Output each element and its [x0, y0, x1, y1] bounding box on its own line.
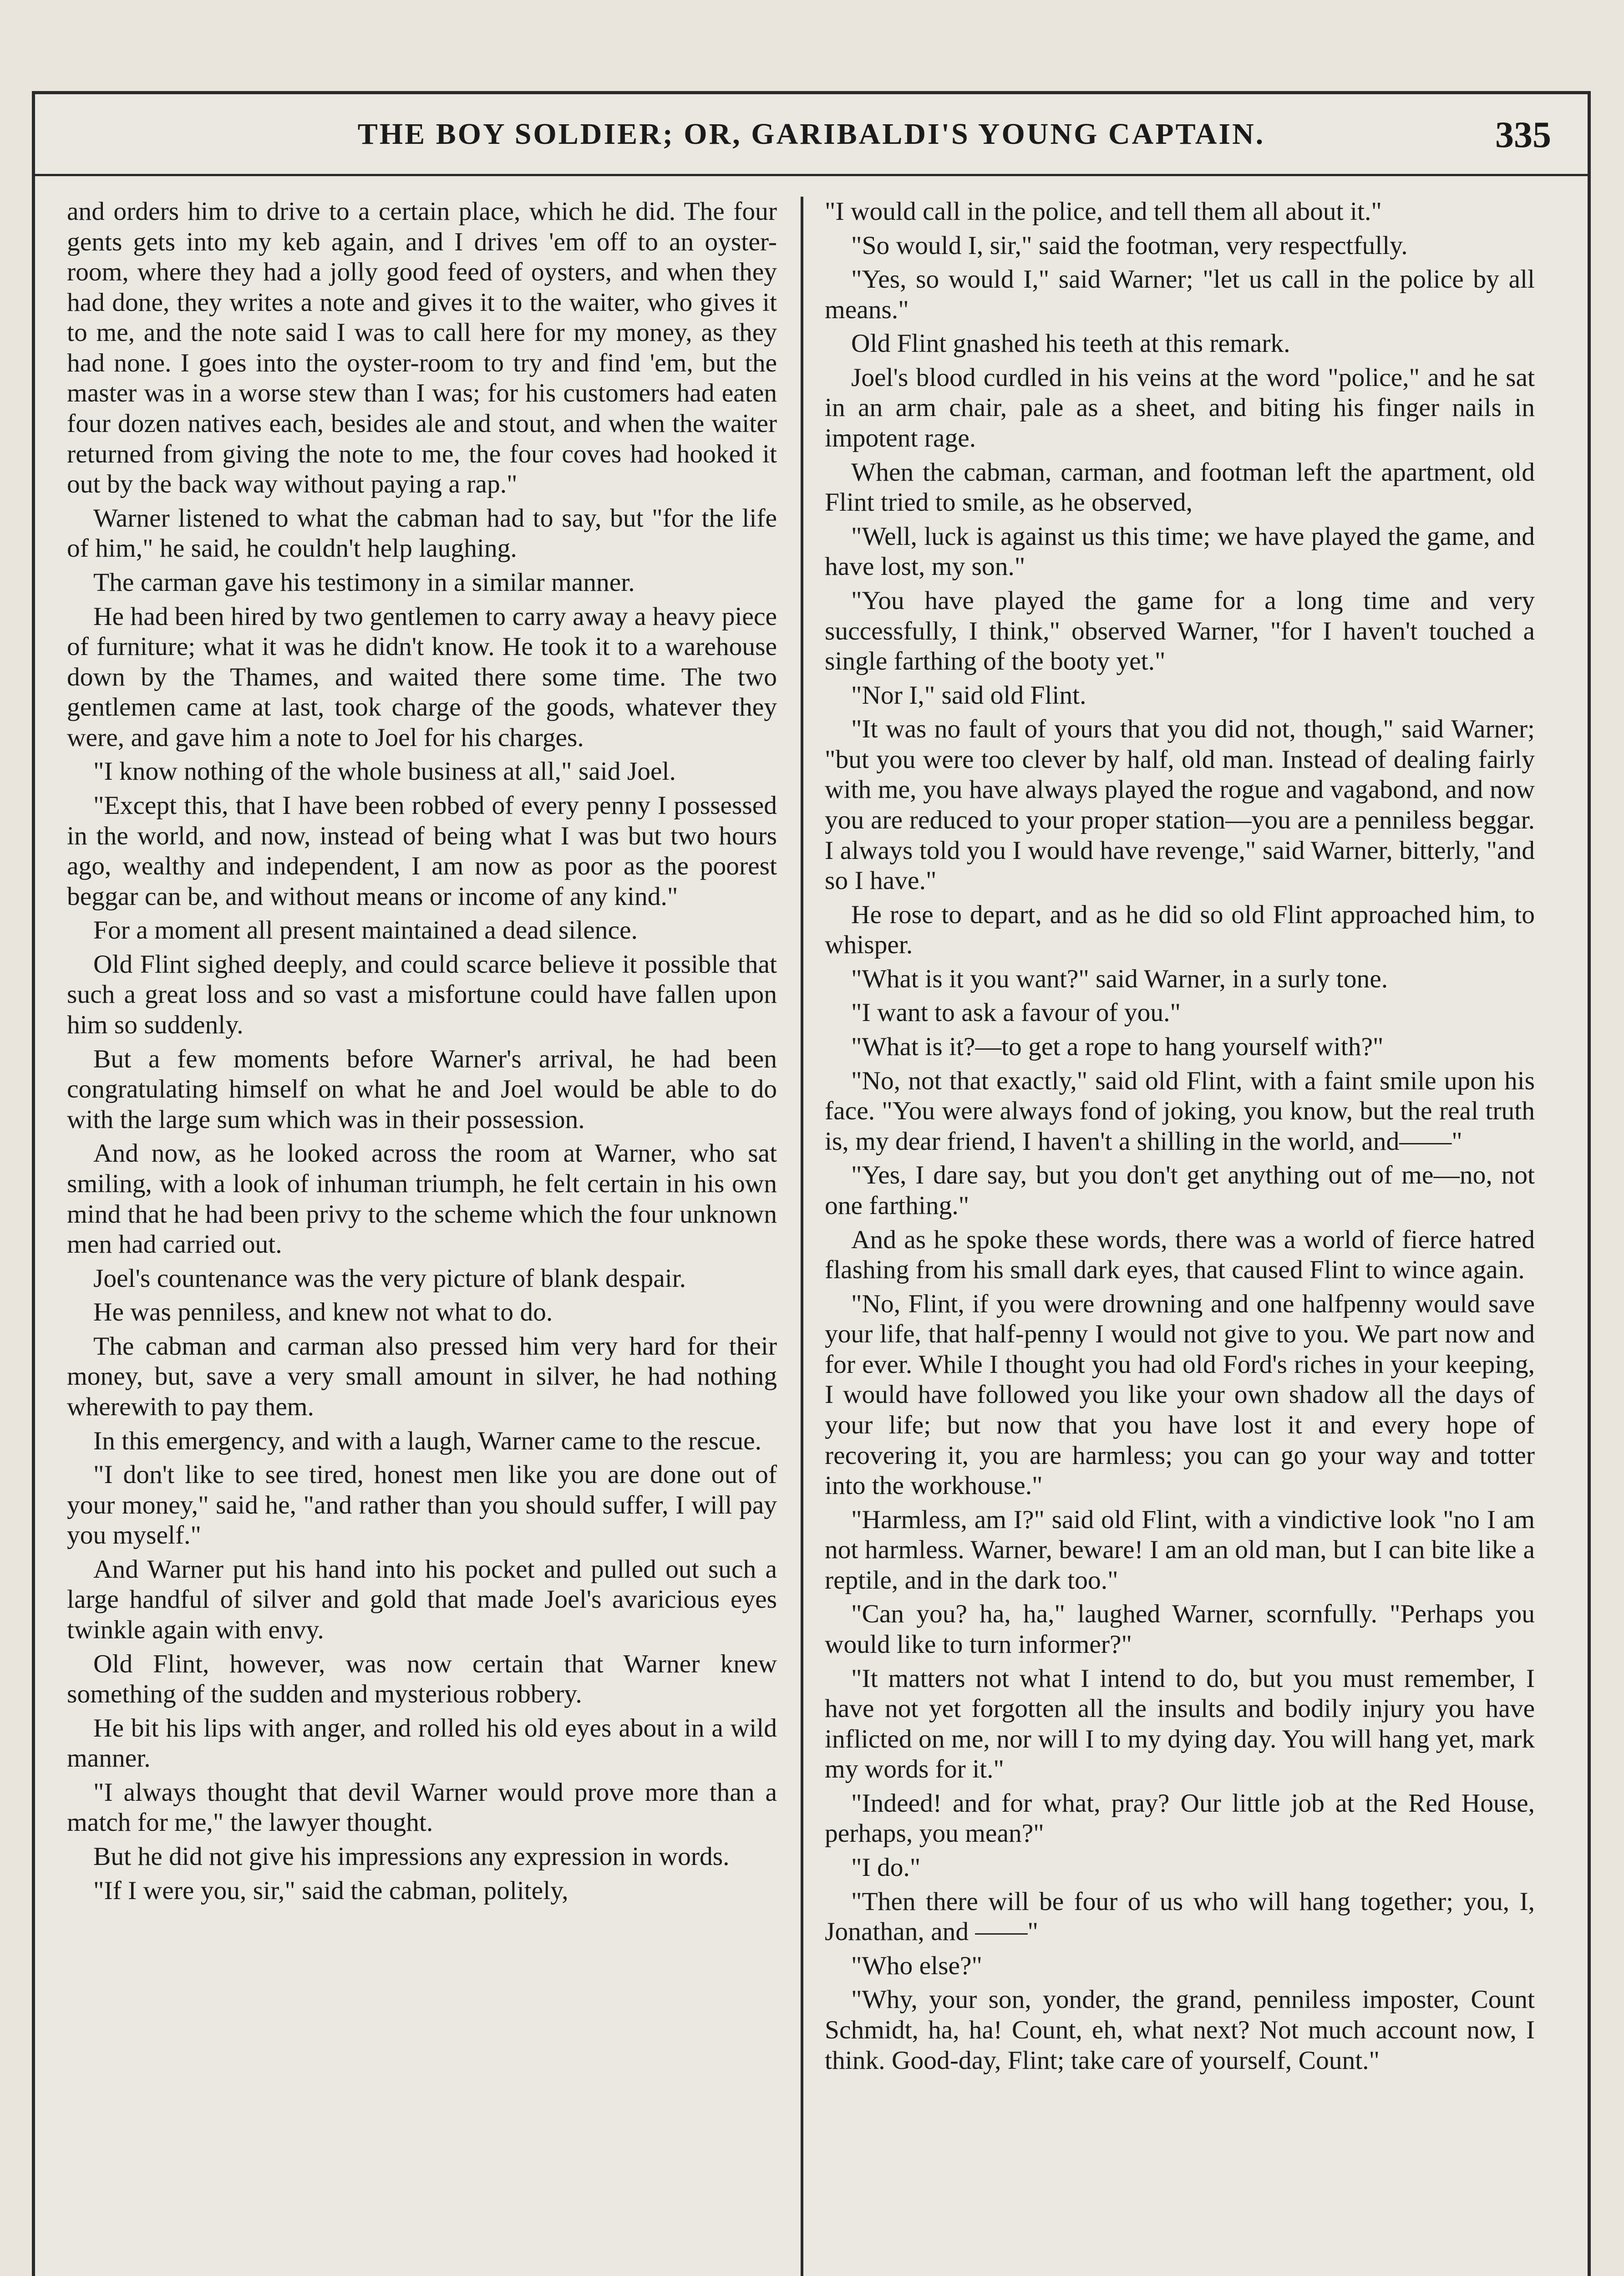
paragraph: Warner listened to what the cabman had to say, but "for the life of him," he said, he couldn't help laughing.: [67, 503, 777, 563]
paragraph: "Then there will be four of us who will hang together; you, I, Jonathan, and ——": [825, 1887, 1535, 1946]
paragraph: "I don't like to see tired, honest men like you are done out of your money," said he, "and rather than you should suffer, I will pay you myself.": [67, 1460, 777, 1550]
text-columns: [67, 197, 1556, 2276]
paragraph: "Can you? ha, ha," laughed Warner, scornfully. "Perhaps you would like to turn informer?": [825, 1600, 1535, 1659]
paragraph: When the cabman, carman, and footman left the apartment, old Flint tried to smile, as he observed,: [825, 457, 1535, 517]
paragraph: "No, Flint, if you were drowning and one halfpenny would save your life, that half-penny I would not give to you. We part now and for ever. While I thought you had old Ford's riches in your keeping, I would have followed you like your own shadow all the days of your life; but now that you have lost it and every hope of recovering it, you are harmless; you can go your way and totter into the workhouse.": [825, 1289, 1535, 1500]
paragraph: "It was no fault of yours that you did not, though," said Warner; "but you were too clever by half, old man. Instead of dealing fairly with me, you have always played the rogue and vagabond, and now you are reduced to your proper station—you are a penniless beggar. I always told you I would have revenge," said Warner, bitterly, "and so I have.": [825, 715, 1535, 895]
paragraph: Joel's blood curdled in his veins at the word "police," and he sat in an arm chair, pale as a sheet, and biting his finger nails in impotent rage.: [825, 363, 1535, 453]
paragraph: He had been hired by two gentlemen to carry away a heavy piece of furniture; what it was he didn't know. He took it to a warehouse down by the Thames, and waited there some time. The two gentlemen came at last, took charge of the goods, whatever they were, and gave him a note to Joel for his charges.: [67, 602, 777, 752]
paragraph: In this emergency, and with a laugh, Warner came to the rescue.: [93, 1426, 761, 1455]
paragraph: "Yes, I dare say, but you don't get anything out of me—no, not one farthing.": [825, 1161, 1535, 1220]
paragraph: and orders him to drive to a certain place, which he did. The four gents gets into my keb again, and I drives 'em off to an oyster-room, where they had a jolly good feed of oysters, and when they had done, they writes a note and gives it to the waiter, who gives it to me, and the note said I was to call here for my money, as they had none. I goes into the oyster-room to try and find 'em, but the master was in a worse stew than I was; for his customers had eaten four dozen natives each, besides ale and stout, and when the waiter returned from giving the note to me, the four coves had hooked it out by the back way without paying a rap.": [67, 197, 777, 499]
paragraph: But he did not give his impressions any expression in words.: [93, 1842, 730, 1871]
paragraph: "Yes, so would I," said Warner; "let us call in the police by all means.": [825, 265, 1535, 324]
left-column: [67, 197, 777, 2276]
paragraph: And as he spoke these words, there was a world of fierce hatred flashing from his small dark eyes, that caused Flint to wince again.: [825, 1225, 1535, 1285]
paragraph: He rose to depart, and as he did so old Flint approached him, to whisper.: [825, 900, 1535, 960]
paragraph: "What is it?—to get a rope to hang yourself with?": [851, 1032, 1384, 1062]
paragraph: "Why, your son, yonder, the grand, penniless imposter, Count Schmidt, ha, ha! Count, eh, what next? Not much account now, I think. Good-day, Flint; take care of yourself, Count.": [825, 1985, 1535, 2075]
paragraph: For a moment all present maintained a dead silence.: [93, 916, 638, 945]
paragraph: And now, as he looked across the room at Warner, who sat smiling, with a look of inhuman triumph, he felt certain in his own mind that he had been privy to the scheme which the four unknown men had carried out.: [67, 1139, 777, 1259]
paragraph: He was penniless, and knew not what to do.: [93, 1298, 553, 1327]
paragraph: "Harmless, am I?" said old Flint, with a vindictive look "no I am not harmless. Warner, beware! I am an old man, but I can bite like a reptile, and in the dark too.": [825, 1505, 1535, 1595]
paragraph: Joel's countenance was the very picture of blank despair.: [93, 1264, 686, 1293]
paragraph: "You have played the game for a long time and very successfully, I think," observed Warner, "for I haven't touched a single farthing of the booty yet.": [825, 586, 1535, 676]
page-number: 335: [1495, 114, 1551, 155]
paragraph: Old Flint sighed deeply, and could scarce believe it possible that such a great loss and so vast a misfortune could have fallen upon him so suddenly.: [67, 950, 777, 1040]
paragraph: And Warner put his hand into his pocket and pulled out such a large handful of silver and gold that made Joel's avaricious eyes twinkle again with envy.: [67, 1555, 777, 1645]
paragraph: "Who else?": [851, 1951, 983, 1980]
paragraph: "Nor I," said old Flint.: [851, 681, 1086, 710]
column-divider: [801, 197, 803, 2276]
paragraph: "What is it you want?" said Warner, in a surly tone.: [851, 964, 1388, 993]
paragraph: The carman gave his testimony in a similar manner.: [93, 568, 635, 597]
paragraph: "I know nothing of the whole business at all," said Joel.: [93, 757, 676, 786]
paragraph: "It matters not what I intend to do, but you must remember, I have not yet forgotten all the insults and bodily injury you have inflicted on me, nor will I to my dying day. You will hang yet, mark my words for it.": [825, 1664, 1535, 1784]
paragraph: "Well, luck is against us this time; we have played the game, and have lost, my son.": [825, 522, 1535, 581]
page-header: [35, 94, 1588, 176]
paragraph: Old Flint, however, was now certain that Warner knew something of the sudden and mysterious robbery.: [67, 1649, 777, 1709]
paragraph: "No, not that exactly," said old Flint, with a faint smile upon his face. "You were always fond of joking, you know, but the real truth is, my dear friend, I haven't a shilling in the world, and——": [825, 1066, 1535, 1156]
paragraph: Old Flint gnashed his teeth at this remark.: [851, 329, 1290, 358]
paragraph: "So would I, sir," said the footman, very respectfully.: [851, 231, 1408, 260]
page-frame: [32, 91, 1591, 2276]
paragraph: "I would call in the police, and tell them all about it.": [825, 197, 1382, 226]
paragraph: He bit his lips with anger, and rolled his old eyes about in a wild manner.: [67, 1713, 777, 1773]
paragraph: "I always thought that devil Warner would prove more than a match for me," the lawyer thought.: [67, 1778, 777, 1837]
paragraph: "I do.": [851, 1853, 921, 1882]
paragraph: But a few moments before Warner's arrival, he had been congratulating himself on what he and Joel would be able to do with the large sum which was in their possession.: [67, 1044, 777, 1134]
right-column: [825, 197, 1535, 2276]
paragraph: "Indeed! and for what, pray? Our little job at the Red House, perhaps, you mean?": [825, 1788, 1535, 1848]
paragraph: "Except this, that I have been robbed of every penny I possessed in the world, and now, instead of being what I was but two hours ago, wealthy and independent, I am now as poor as the poorest beggar can be, and without means or income of any kind.": [67, 791, 777, 911]
running-title: THE BOY SOLDIER; OR, GARIBALDI'S YOUNG CAPTAIN.: [357, 117, 1265, 151]
paragraph: "I want to ask a favour of you.": [851, 998, 1181, 1027]
paragraph: The cabman and carman also pressed him very hard for their money, but, save a very small amount in silver, he had nothing wherewith to pay them.: [67, 1331, 777, 1421]
paragraph: "If I were you, sir," said the cabman, politely,: [93, 1876, 568, 1905]
